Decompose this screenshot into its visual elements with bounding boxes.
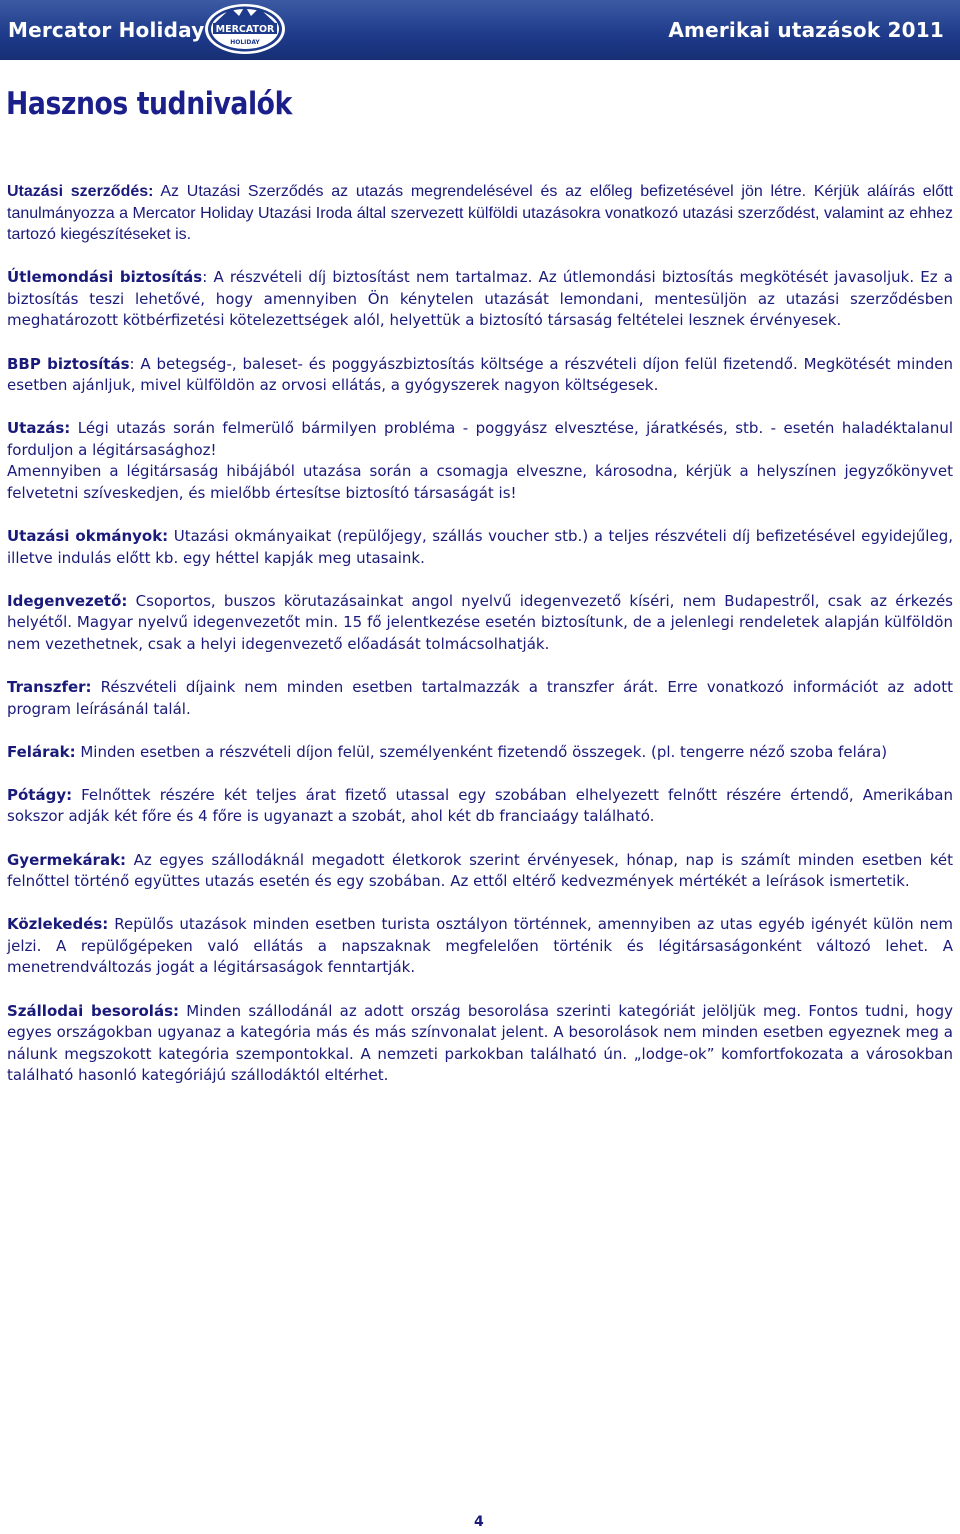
section-text: Az Utazási Szerződés az utazás megrendelésével és az előleg befizetésével jön létre. Kérjük aláírás előtt tanulmányozza a Mercator Holiday Utazási Iroda által szervezett külföldi utazásokra vonatkozó utazási szerződést, valamint az ehhez tartozó kiegészítéseket is. <box>7 183 953 244</box>
section-child-prices <box>7 850 953 893</box>
section-surcharges <box>7 742 953 764</box>
section-text: Csoportos, buszos körutazásainkat angol nyelvű idegenvezető kíséri, nem Budapestről, csak az érkezés helyétől. Magyar nyelvű idegenvezetőt min. 15 fő jelentkezése esetén biztosítunk, de a jelenlegi rendeletek alapján külföldön nem vezethetnek, csak a helyi idegenvezető előadását tolmácsolhatják. <box>7 591 953 653</box>
section-label: Transzfer: <box>7 678 92 697</box>
section-label: Gyermekárak: <box>7 850 127 869</box>
page-title: Hasznos tudnivalók <box>6 86 292 122</box>
section-label: Utazási szerződés: <box>7 183 154 200</box>
section-extra-bed <box>7 785 953 828</box>
section-label: Utazási okmányok: <box>7 527 169 546</box>
section-label: Felárak: <box>7 742 76 761</box>
section-text: : A betegség-, baleset- és poggyászbiztosítás költsége a részvételi díjon felül fizetendő. Megkötését minden esetben ajánljuk, mivel külföldön az orvosi ellátás, a gyógyszerek nagyon költségesek. <box>7 354 953 395</box>
brochure-title: Amerikai utazások 2011 <box>668 18 944 42</box>
section-text: : A részvételi díj biztosítást nem tartalmaz. Az útlemondási biztosítás megkötését javasoljuk. Ez a biztosítás teszi lehetővé, hogy amennyiben Ön kénytelen utazását lemondani, mentesüljön az utazási szerződésben meghatározott kötbérfizetési kötelezettségek alól, helyettük a biztosító társaság feltételei lesznek érvényesek. <box>7 268 953 330</box>
section-cancellation-insurance <box>7 267 953 332</box>
section-text: Repülős utazások minden esetben turista osztályon történnek, amennyiben az utas egyéb igényét külön nem jelzi. A repülőgépeken való ellátás a napszaknak megfelelően történik és légitársaságonként változó lehet. A menetrendváltozás jogát a légitársaságok fenntartják. <box>7 915 953 977</box>
section-guide <box>7 591 953 656</box>
section-documents <box>7 526 953 569</box>
brand-name: Mercator Holiday <box>8 18 205 42</box>
section-label: Szállodai besorolás: <box>7 1001 179 1020</box>
section-transport <box>7 914 953 979</box>
section-label: Pótágy: <box>7 785 73 804</box>
svg-text:HOLIDAY: HOLIDAY <box>230 39 260 46</box>
section-transfer <box>7 677 953 720</box>
section-text: Utazási okmányaikat (repülőjegy, szállás voucher stb.) a teljes részvételi díj befizetésével egyidejűleg, illetve indulás előtt kb. egy héttel kapják meg utasaink. <box>7 527 953 567</box>
section-bbp-insurance <box>7 354 953 397</box>
section-text: Légi utazás során felmerülő bármilyen probléma - poggyász elvesztése, járatkésés, stb. - esetén haladéktalanul forduljon a légitársasághoz! <box>7 419 953 459</box>
section-contract <box>7 181 953 246</box>
section-label: Idegenvezető: <box>7 591 128 610</box>
section-travel-extra: Amennyiben a légitársaság hibájából utazása során a csomagja elveszne, károsodna, kérjük a helyszínen jegyzőkönyvet felvetetni szíveskedjen, és mielőbb értesítse biztosító társaságát is! <box>7 462 953 503</box>
section-text: Részvételi díjaink nem minden esetben tartalmazzák a transzfer árát. Erre vonatkozó információt az adott program leírásánál talál. <box>7 678 953 718</box>
section-text: Minden szállodánál az adott ország besorolása szerinti kategóriát jelöljük meg. Fontos tudni, hogy egyes országokban ugyanaz a kategória más és más színvonalat jelent. A besorolások nem minden esetben egyeznek meg a nálunk megszokott kategória szempontokkal. A nemzeti parkokban található ún. „lodge-ok” komfortfokozata a városokban található hasonló kategóriájú szállodáktól eltérhet. <box>7 1001 953 1085</box>
header-bar <box>0 0 960 60</box>
content <box>7 181 953 1087</box>
section-label: Útlemondási biztosítás <box>7 268 203 287</box>
section-label: Utazás: <box>7 419 71 438</box>
section-text: Minden esetben a részvételi díjon felül, személyenként fizetendő összegek. (pl. tengerre néző szoba felára) <box>75 742 888 761</box>
page-number: 4 <box>474 1514 484 1530</box>
section-label: Közlekedés: <box>7 915 109 934</box>
svg-text:MERCATOR: MERCATOR <box>215 24 275 35</box>
section-travel <box>7 418 953 461</box>
section-text: Az egyes szállodáknál megadott életkorok szerint érvényesek, hónap, nap is számít minden esetben két felnőttel történő együttes utazás esetén és egy szobában. Az ettől eltérő kedvezmények mértékét a leírások ismertetik. <box>7 850 953 891</box>
section-text: Felnőttek részére két teljes árat fizető utassal egy szobában elhelyezett felnőtt részére értendő, Amerikában sokszor adják két főre és 4 főre is ugyanazt a szobát, ahol két db franciaágy található. <box>7 785 953 826</box>
section-hotel-rating <box>7 1001 953 1087</box>
mercator-logo <box>203 2 287 56</box>
section-label: BBP biztosítás <box>7 354 130 373</box>
